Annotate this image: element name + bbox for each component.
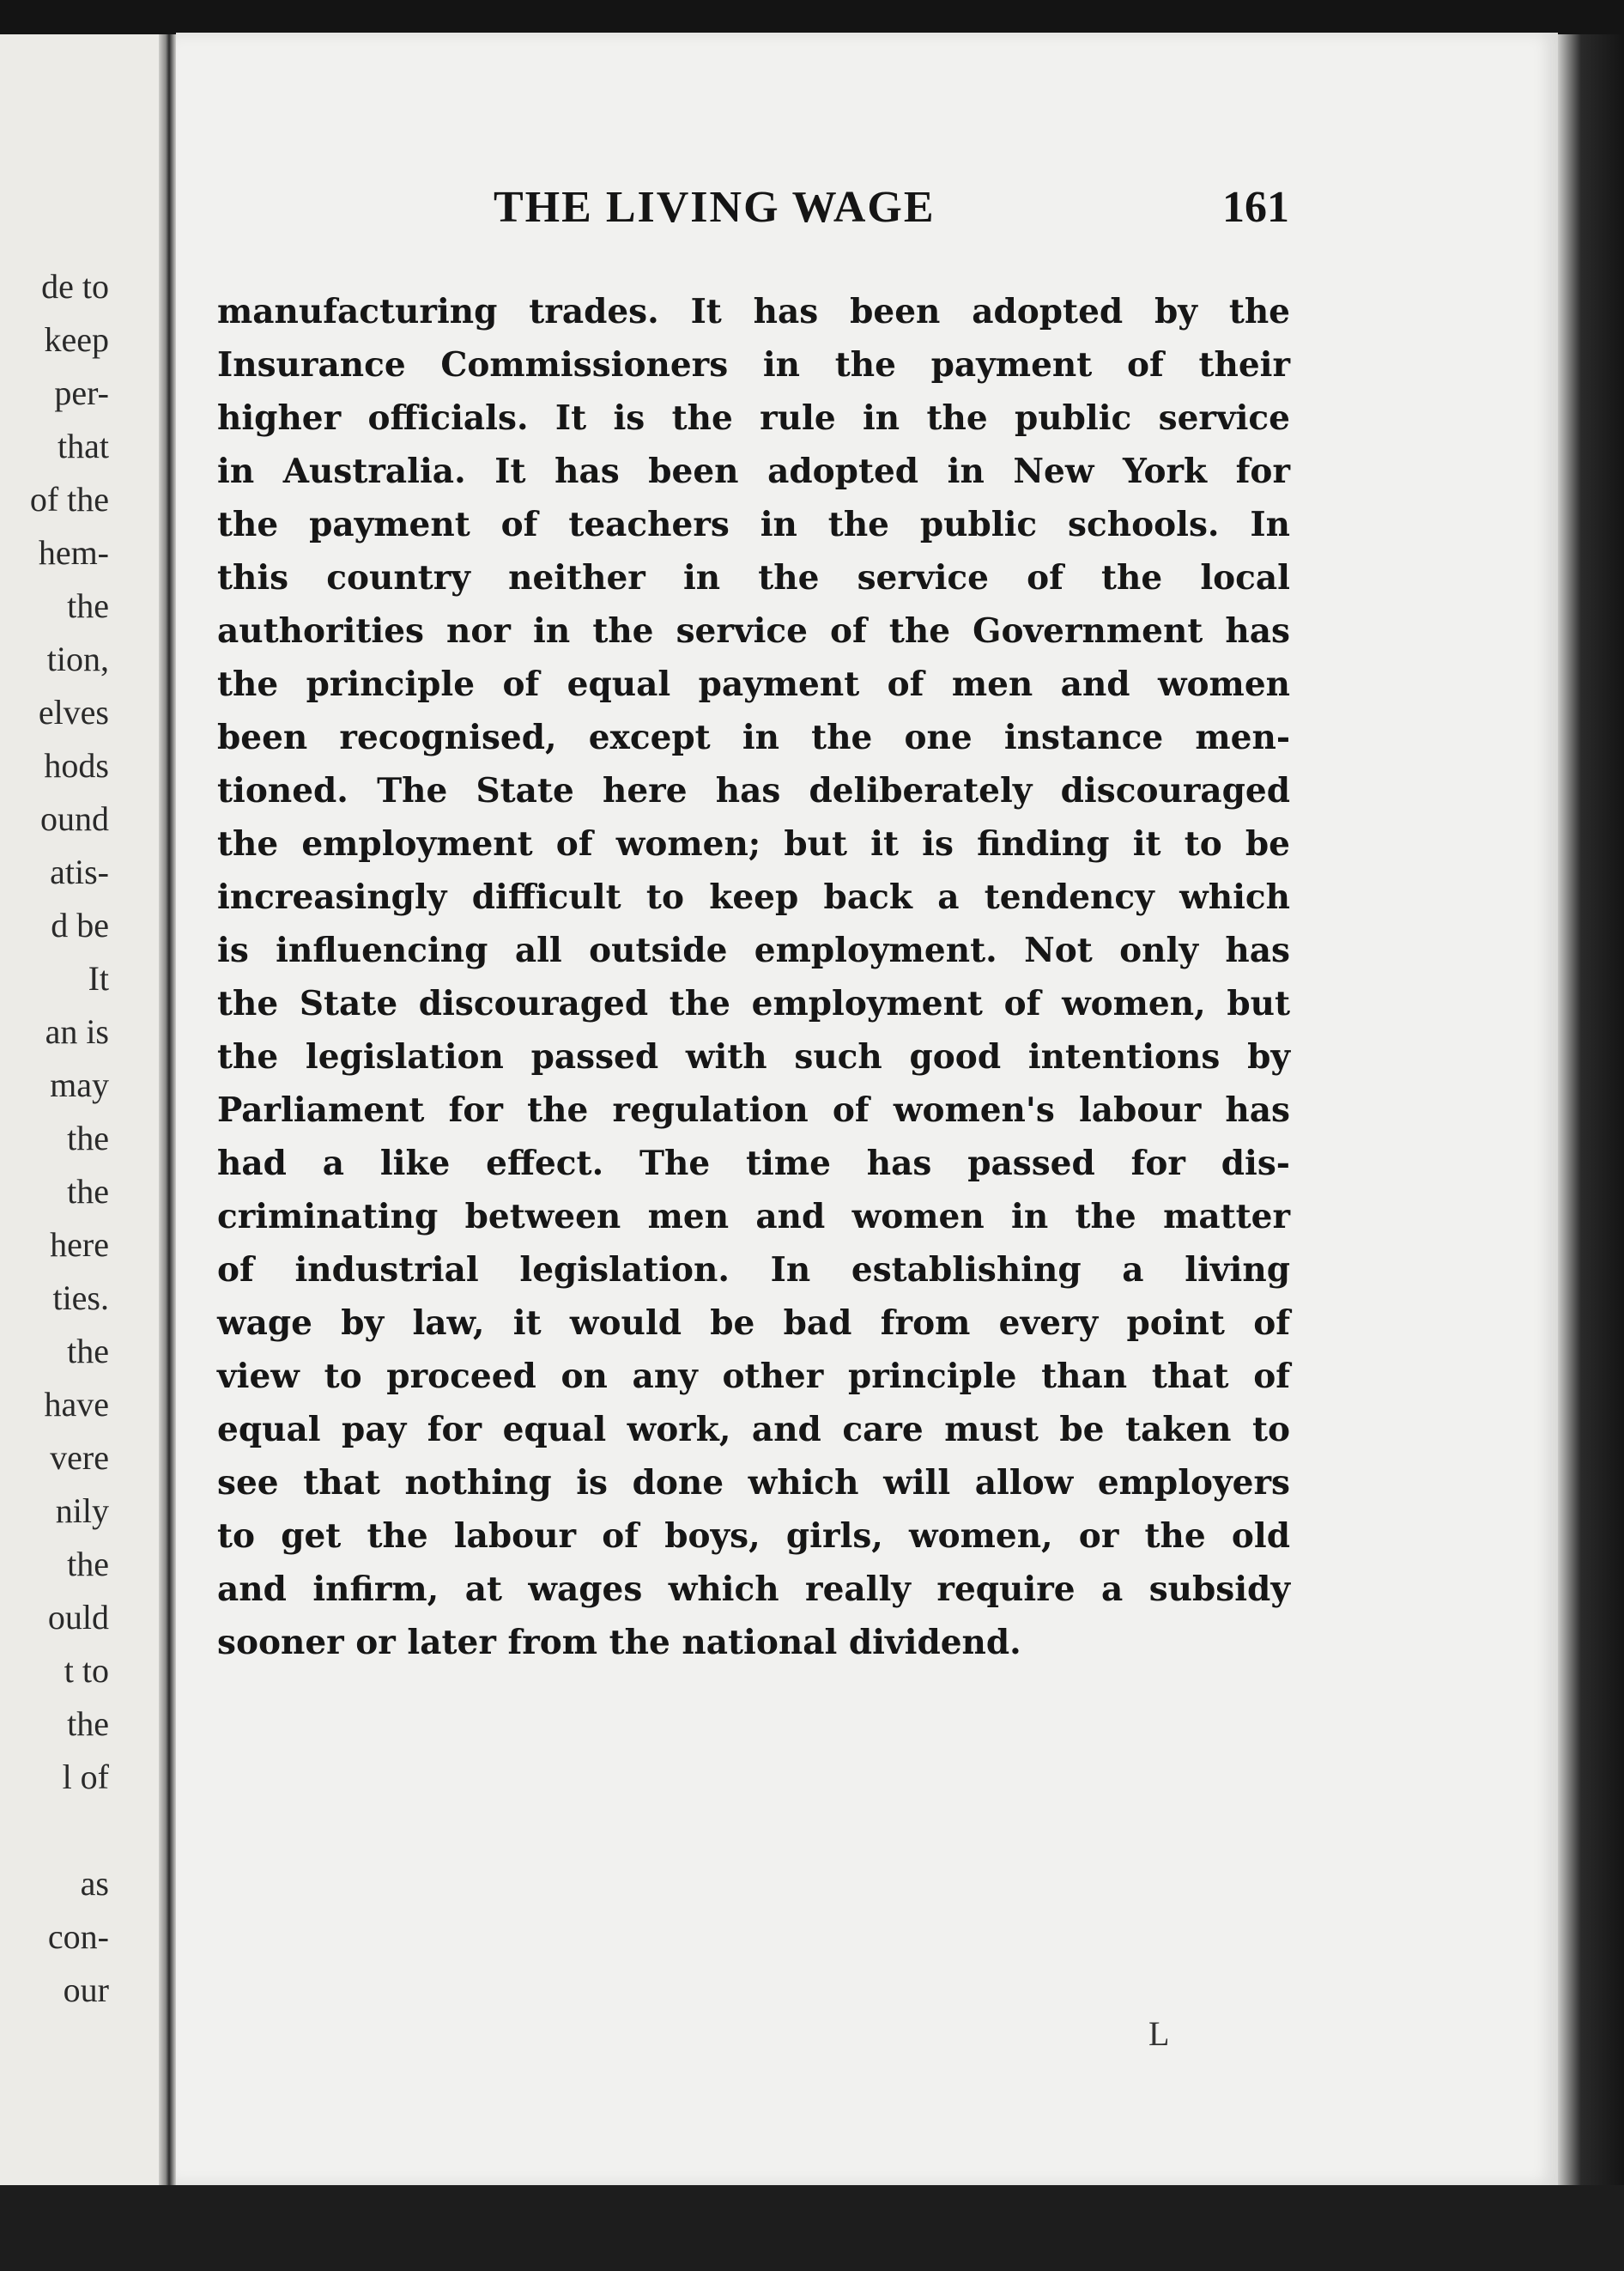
text-line: increasingly difficult to keep back a tendency which	[217, 877, 1290, 917]
text-line: see that nothing is done which will allow employers	[217, 1463, 1290, 1503]
left-page-fragment: con-	[47, 1917, 109, 1956]
text-line: tioned. The State here has deliberately discouraged	[217, 771, 1290, 811]
left-page-fragment: vere	[50, 1438, 109, 1477]
left-page-fragment: as	[80, 1864, 109, 1903]
text-line: equal pay for equal work, and care must be taken to	[217, 1410, 1290, 1449]
text-line: the payment of teachers in the public schools. In	[217, 505, 1290, 544]
text-line: the principle of equal payment of men and women	[217, 665, 1290, 704]
left-page-fragment: here	[50, 1225, 109, 1264]
text-line: of industrial legislation. In establishing a living	[217, 1250, 1290, 1290]
text-line: is influencing all outside employment. Not only has	[217, 931, 1290, 970]
left-page-fragment: ound	[40, 799, 109, 838]
left-page-fragment: the	[67, 1172, 109, 1211]
left-page-fragment: hem-	[38, 533, 109, 572]
text-line: wage by law, it would be bad from every point of	[217, 1303, 1290, 1343]
text-line: and infirm, at wages which really require a subsidy	[217, 1570, 1290, 1609]
left-page-fragment: our	[63, 1970, 109, 2009]
left-page-fragment: an is	[45, 1012, 109, 1051]
text-line: to get the labour of boys, girls, women, or the old	[217, 1516, 1290, 1556]
text-line: criminating between men and women in the matter	[217, 1197, 1290, 1236]
left-page-fragment: per-	[54, 373, 109, 412]
text-line: been recognised, except in the one instance men-	[217, 718, 1290, 757]
book-gutter	[159, 34, 176, 2185]
left-page-fragment: keep	[44, 320, 109, 359]
scan-border-top	[0, 0, 1624, 34]
left-page-fragment: de to	[41, 267, 109, 306]
text-line: Parliament for the regulation of women's labour has	[217, 1090, 1290, 1130]
text-line: this country neither in the service of the local	[217, 558, 1290, 598]
left-page-fragment: d be	[51, 906, 109, 944]
text-line: view to proceed on any other principle than that of	[217, 1357, 1290, 1396]
left-page-fragment: ould	[47, 1598, 109, 1636]
left-page-fragment: that	[58, 427, 109, 465]
left-page-fragment: the	[67, 586, 109, 625]
running-title: THE LIVING WAGE	[494, 183, 936, 232]
left-page-fragment: the	[67, 1545, 109, 1583]
text-line: the legislation passed with such good intentions by	[217, 1037, 1290, 1077]
text-line: authorities nor in the service of the Government has	[217, 611, 1290, 651]
page-number: 161	[1222, 183, 1289, 232]
body-paragraph	[217, 285, 1290, 1669]
text-line: in Australia. It has been adopted in New York for	[217, 452, 1290, 491]
left-page-fragment: may	[50, 1066, 109, 1104]
scan-border-bottom	[0, 2185, 1624, 2271]
left-page-fragment: ties.	[52, 1278, 109, 1317]
left-page-fragment: the	[67, 1332, 109, 1370]
text-line: had a like effect. The time has passed for dis-	[217, 1144, 1290, 1183]
left-page-fragment: the	[67, 1119, 109, 1157]
text-line: the State discouraged the employment of women, but	[217, 984, 1290, 1023]
text-line: sooner or later from the national dividend.	[217, 1623, 1021, 1662]
left-page-fragment: atis-	[50, 853, 109, 891]
left-page-fragment: tion,	[46, 640, 109, 678]
left-page-fragment: have	[44, 1385, 109, 1424]
left-page-fragment: hods	[44, 746, 109, 785]
text-line: Insurance Commissioners in the payment of their	[217, 345, 1290, 385]
page-right-edge	[1558, 34, 1624, 2185]
left-page-fragment: of the	[29, 480, 109, 519]
text-line: higher officials. It is the rule in the public service	[217, 398, 1290, 438]
left-page-fragment: It	[88, 959, 109, 998]
left-page-fragment: t to	[64, 1651, 109, 1690]
left-page-fragment: nily	[55, 1491, 109, 1530]
text-line: the employment of women; but it is finding it to be	[217, 824, 1290, 864]
left-page-fragment: the	[67, 1704, 109, 1743]
signature-mark: L	[1148, 2014, 1170, 2053]
left-page-fragment: l of	[62, 1758, 109, 1796]
previous-page-edge	[0, 34, 159, 2185]
left-page-fragment: elves	[38, 693, 109, 732]
text-line: manufacturing trades. It has been adopted by the	[217, 292, 1290, 331]
